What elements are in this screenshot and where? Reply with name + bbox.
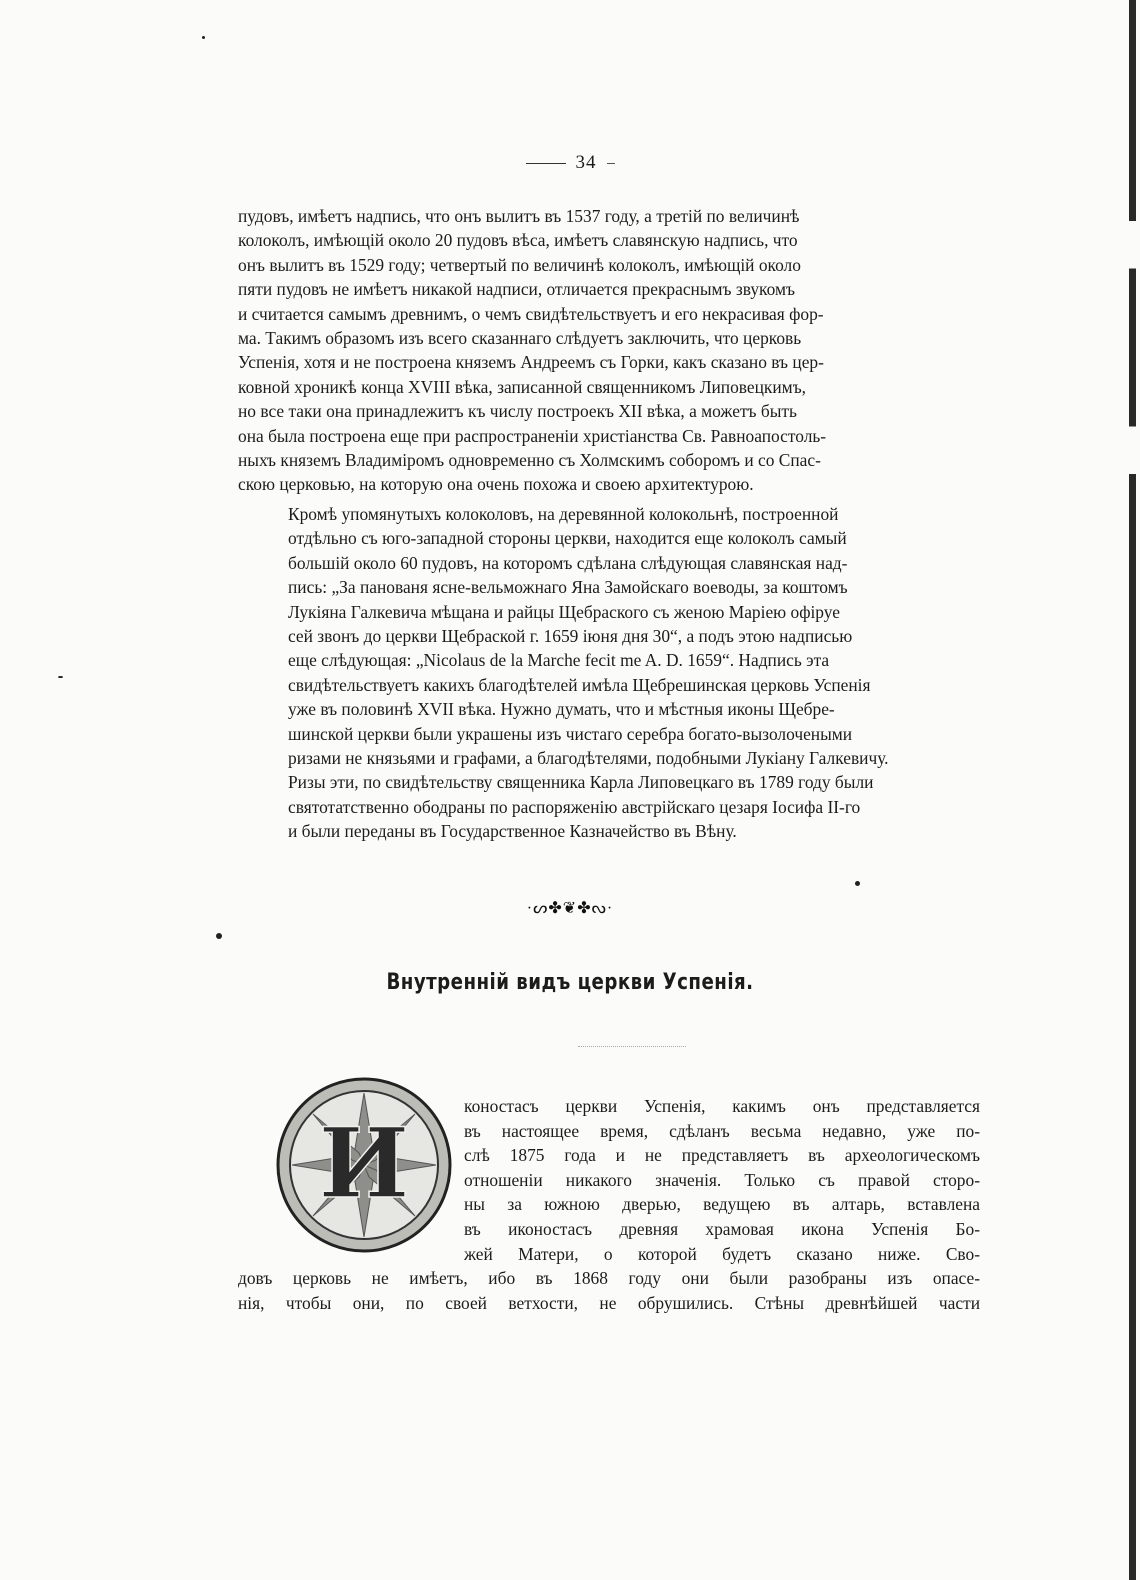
section-heading: Внутренній видъ церкви Успенія.	[386, 970, 754, 995]
text-line: еще слѣдующая: „Nicolaus de la Marche fecit me A. D. 1659“. Надпись эта	[288, 650, 830, 671]
text-line: она была построена еще при распространеніи христіанства Св. Равноапостоль-	[238, 425, 827, 446]
text-line: жей Матери, о которой будетъ сказано ниже. Сво-	[464, 1243, 980, 1264]
paragraph-2	[238, 502, 980, 844]
text-line: святотатственно ободраны по распоряженію австрійскаго цезаря Іосифа II-го	[288, 796, 861, 817]
text-line: сей звонъ до церкви Щебраской г. 1659 іюня дня 30“, а подъ этою надписью	[288, 626, 853, 647]
speck	[202, 36, 205, 39]
text-line: но все таки она принадлежитъ къ числу построекъ XII вѣка, а можетъ быть	[238, 401, 797, 422]
text-line: ма. Такимъ образомъ изъ всего сказаннаго слѣдуетъ заключить, что церковь	[238, 328, 802, 349]
text-line: пись: „За панованя ясне-вельможнаго Яна Замойскаго воеводы, за коштомъ	[288, 577, 848, 598]
decorative-initial-medallion	[274, 1075, 454, 1255]
text-line: ны за южною дверью, ведущею въ алтарь, вставлена	[464, 1194, 980, 1215]
page-number	[0, 152, 1140, 174]
text-line: нія, чтобы они, по своей ветхости, не обрушились. Стѣны древнѣйшей части	[238, 1292, 980, 1313]
faint-rule	[578, 1046, 686, 1047]
text-line: Лукіяна Галкевича мѣщана и райцы Щебраского съ женою Маріею офіруе	[288, 601, 840, 622]
text-line: пудовъ, имѣетъ надпись, что онъ вылитъ въ 1537 году, а третій по величинѣ	[238, 206, 800, 226]
text-line: и были переданы въ Государственное Казначейство въ Вѣну.	[288, 821, 737, 842]
rule-left	[526, 163, 566, 164]
text-line: колоколъ, имѣющій около 20 пудовъ вѣса, имѣетъ славянскую надпись, что	[238, 230, 798, 251]
speck	[58, 676, 63, 678]
scan-edge-shadow	[1129, 0, 1136, 1580]
text-line: Ризы эти, по свидѣтельству священника Карла Липовецкаго въ 1789 году были	[288, 772, 874, 793]
medallion-icon	[274, 1075, 454, 1255]
text-line: Кромѣ упомянутыхъ колоколовъ, на деревянной колокольнѣ, построенной	[288, 504, 839, 524]
text-line: въ настоящее время, сдѣланъ весьма недавно, уже по-	[464, 1120, 980, 1141]
paragraph-1	[238, 204, 980, 497]
rule-right	[607, 163, 615, 164]
text-line: ковной хроникѣ конца XVIII вѣка, записанной священникомъ Липовецкимъ,	[238, 376, 807, 397]
page-number-text: 34	[575, 152, 597, 173]
text-line: пяти пудовъ не имѣетъ никакой надписи, отличается прекраснымъ звукомъ	[238, 279, 795, 300]
text-line: Успенія, хотя и не построена княземъ Андреемъ съ Горки, какъ сказано въ цер-	[238, 352, 824, 373]
text-line: отношеніи никакого значенія. Только съ правой сторо-	[464, 1169, 980, 1190]
text-line: большій около 60 пудовъ, на которомъ сдѣлана слѣдующая славянская над-	[288, 552, 848, 573]
initial-letter: И	[318, 1107, 410, 1220]
text-line: слѣ 1875 года и не представляетъ въ археологическомъ	[464, 1145, 980, 1166]
text-line: довъ церковь не имѣетъ, ибо въ 1868 году они были разобраны изъ опасе-	[238, 1268, 980, 1288]
text-line: отдѣльно съ юго-западной стороны церкви, находится еще колоколъ самый	[288, 528, 847, 549]
text-line: ризами не князьями и графами, а благодѣтелями, подобными Лукіану Галкевичу.	[288, 748, 889, 769]
speck	[216, 933, 222, 939]
text-line: и считается самымъ древнимъ, о чемъ свидѣтельствуетъ и его некрасивая фор-	[238, 303, 824, 324]
text-line: скою церковью, на которую она очень похожа и своею архитектурою.	[238, 474, 754, 495]
ornament-divider: ·ᔕ✤❦✤ᔓ·	[526, 900, 614, 917]
text-line: онъ вылитъ въ 1529 году; четвертый по величинѣ колоколъ, имѣющій около	[238, 254, 801, 275]
intro-text	[464, 1094, 980, 1266]
speck	[855, 881, 860, 886]
text-line: въ иконостасъ древняя храмовая икона Успенія Бо-	[464, 1218, 980, 1239]
continuation-text	[238, 1266, 980, 1315]
text-line: ныхъ княземъ Владиміромъ одновременно съ Холмскимъ соборомъ и со Спас-	[238, 450, 821, 471]
text-line: коностасъ церкви Успенія, какимъ онъ представляется	[464, 1096, 980, 1116]
text-line: свидѣтельствуетъ какихъ благодѣтелей имѣла Щебрешинская церковь Успенія	[288, 674, 871, 695]
text-line: уже въ половинѣ XVII вѣка. Нужно думать, что и мѣстныя иконы Щебре-	[288, 699, 835, 720]
text-line: шинской церкви были украшены изъ чистаго серебра богато-вызолочеными	[288, 723, 853, 744]
